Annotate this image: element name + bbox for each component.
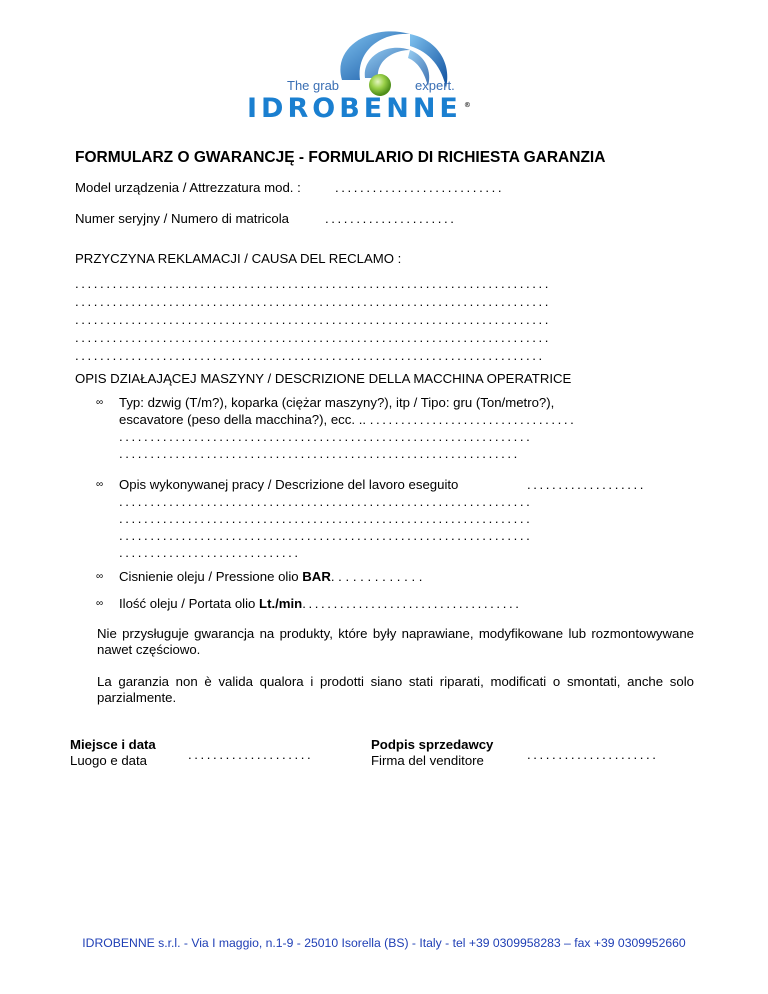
machine-type-dots-line[interactable]: .................................................................. <box>119 429 533 444</box>
bullet-icon: ∞ <box>96 598 104 609</box>
oil-pressure-label: Cisnienie oleju / Pressione olio <box>119 569 303 584</box>
place-date-label-it: Luogo e data <box>70 753 148 768</box>
oil-flow-unit: Lt./min <box>259 596 303 611</box>
work-description-dots-line[interactable]: .................................................................. <box>119 528 533 543</box>
machine-type-label-2 <box>119 412 615 427</box>
company-footer: IDROBENNE s.r.l. - Via I maggio, n.1-9 - 25010 Isorella (BS) - Italy - tel +39 0309958283 – fax +39 0309952660 <box>82 936 686 950</box>
claim-dots-line[interactable]: ............................................................................ <box>75 276 552 291</box>
warranty-note-italian: La garanzia non è valida qualora i prodotti siano stati riparati, modificati o smontati, anche solo parzialmente. <box>97 674 694 705</box>
logo-tagline-right: expert. <box>415 78 455 93</box>
seller-signature-label-it: Firma del venditore <box>371 753 484 768</box>
machine-type-dots-line[interactable]: ................................................................ <box>119 446 520 461</box>
machine-type-dots[interactable]: ................................. <box>369 412 577 427</box>
model-field-label: Model urządzenia / Attrezzatura mod. : <box>75 180 301 195</box>
serial-field-dots[interactable]: ..................... <box>325 211 457 226</box>
claim-dots-line[interactable]: ............................................................................ <box>75 294 552 309</box>
brand-name: IDROBENNE <box>247 93 462 124</box>
claim-dots-line[interactable]: ............................................................................ <box>75 330 552 345</box>
work-description-dots-line[interactable]: .................................................................. <box>119 494 533 509</box>
bullet-icon: ∞ <box>96 571 104 582</box>
bullet-icon: ∞ <box>96 479 104 490</box>
serial-field-label: Numer seryjny / Numero di matricola <box>75 211 289 226</box>
machine-type-text: escavatore (peso della macchina?), ecc. .. <box>119 412 370 427</box>
seller-signature-block <box>371 737 493 769</box>
work-description-dots-line[interactable]: ............................. <box>119 545 301 560</box>
claim-dots-line[interactable]: ............................................................................ <box>75 312 552 327</box>
bullet-icon: ∞ <box>96 397 104 408</box>
seller-signature-label-pl: Podpis sprzedawcy <box>371 737 494 752</box>
machine-type-label: Typ: dzwig (T/m?), koparka (ciężar maszyny?), itp / Tipo: gru (Ton/metro?), <box>119 395 555 410</box>
oil-pressure-unit: BAR <box>302 569 331 584</box>
place-date-dots[interactable]: .................... <box>188 747 314 762</box>
oil-flow-dots[interactable]: ................................... <box>302 596 522 611</box>
work-description-label: Opis wykonywanej pracy / Descrizione del lavoro eseguito <box>119 477 459 492</box>
logo-tagline-left: The grab <box>287 78 340 93</box>
oil-pressure-dots[interactable]: . . . . . . . . . . . . . <box>330 569 423 584</box>
form-title: FORMULARZ O GWARANCJĘ - FORMULARIO DI RICHIESTA GARANZIA <box>75 149 606 166</box>
oil-flow-label: Ilość oleju / Portata olio <box>119 596 260 611</box>
warranty-note-polish: Nie przysługuje gwarancja na produkty, które były naprawiane, modyfikowane lub rozmontowywane nawet częściowo. <box>97 626 694 657</box>
oil-flow-row <box>119 596 592 611</box>
oil-pressure-row <box>119 569 422 584</box>
machine-heading: OPIS DZIAŁAJĄCEJ MASZYNY / DESCRIZIONE DELLA MACCHINA OPERATRICE <box>75 371 572 386</box>
claim-label: PRZYCZYNA REKLAMACJI / CAUSA DEL RECLAMO : <box>75 251 402 266</box>
place-date-label-pl: Miejsce i data <box>70 737 156 752</box>
brand-wordmark <box>247 93 471 124</box>
registered-mark: ® <box>463 101 471 109</box>
seller-signature-dots[interactable]: ..................... <box>527 747 659 762</box>
place-date-block <box>70 737 156 769</box>
claim-dots-line[interactable]: ........................................................................... <box>75 348 545 363</box>
work-description-dots-line[interactable]: .................................................................. <box>119 511 533 526</box>
work-description-dots[interactable]: ................... <box>527 477 647 492</box>
model-field-dots[interactable]: ........................... <box>335 180 505 195</box>
